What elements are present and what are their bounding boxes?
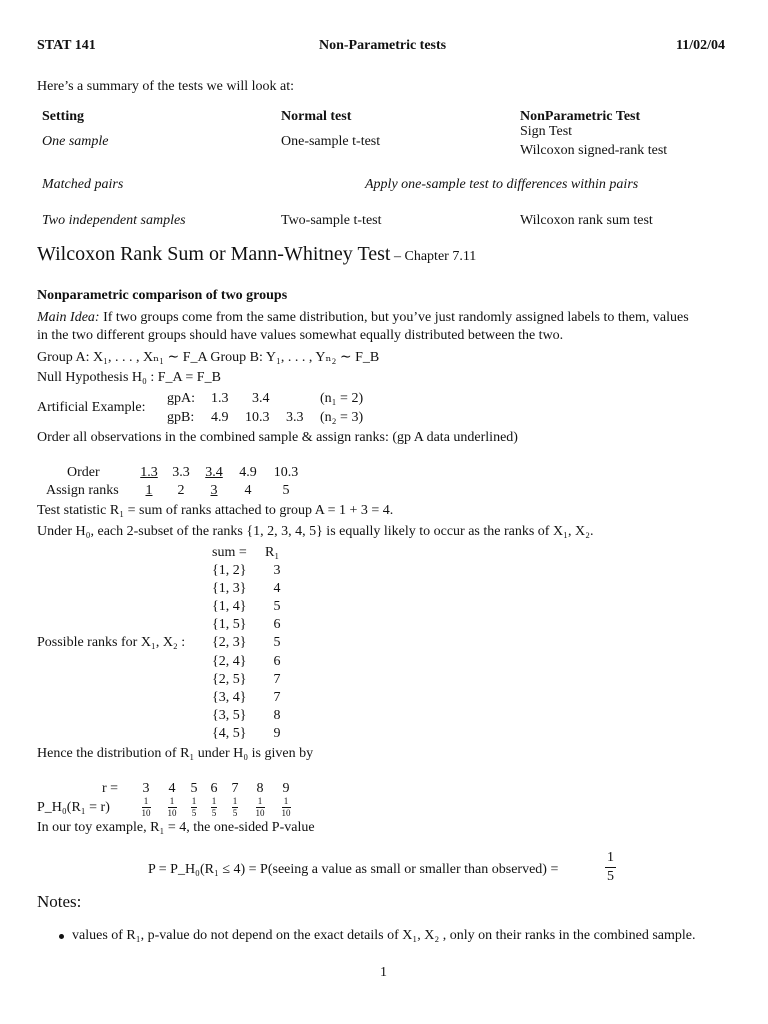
subset-set: {3, 5} — [212, 707, 247, 723]
order-value: 1.3 — [140, 465, 158, 480]
page-number: 1 — [380, 965, 387, 980]
subset-set: {2, 4} — [212, 653, 247, 669]
dist-r-value: 3 — [142, 781, 150, 796]
subset-header-sum: sum = — [212, 545, 247, 560]
dist-r-value: 4 — [168, 781, 176, 796]
example-gpb-value: 4.9 — [211, 410, 229, 425]
dist-p-value: $\frac{1}{10}$ — [141, 796, 151, 818]
header-date: 11/02/04 — [676, 38, 726, 53]
order-value: 3.4 — [205, 465, 223, 480]
dist-p-value: $\frac{1}{5}$ — [211, 796, 217, 818]
subheading: Nonparametric comparison of two groups — [37, 288, 288, 303]
rank-label: Assign ranks — [46, 483, 119, 498]
order-text: Order all observations in the combined sample & assign ranks: (gp A data underlined) — [37, 430, 518, 445]
order-label: Order — [67, 465, 100, 480]
pvalue-fraction — [605, 851, 616, 884]
summary-row-normal: Two-sample t-test — [281, 213, 382, 228]
toy-text: In our toy example, R₁ = 4, the one-sided P-value — [37, 820, 315, 835]
dist-p-value: $\frac{1}{10}$ — [281, 796, 291, 818]
subset-set: {4, 5} — [212, 725, 247, 741]
dist-p-value: $\frac{1}{5}$ — [232, 796, 238, 818]
subset-sum: 6 — [273, 653, 281, 669]
pvalue-lhs: P = P_H₀(R₁ ≤ 4) = P(seeing a value as small or smaller than observed) = — [148, 862, 559, 877]
note-item: values of R₁, p-value do not depend on the exact details of X₁, X₂ , only on their ranks in the combined sample. — [72, 928, 696, 943]
order-value: 10.3 — [273, 465, 299, 480]
dist-r-value: 9 — [282, 781, 290, 796]
summary-header-normal: Normal test — [281, 109, 352, 124]
subset-set: {1, 3} — [212, 581, 247, 597]
subset-set: {2, 5} — [212, 671, 247, 687]
summary-row-nonparam: Wilcoxon signed-rank test — [520, 143, 668, 158]
dist-p-value: $\frac{1}{10}$ — [167, 796, 177, 818]
example-gpa-value: 3.4 — [252, 391, 270, 406]
subset-label: Possible ranks for X₁, X₂ : — [37, 635, 186, 650]
pvalue-numerator: 1 — [605, 851, 616, 868]
subset-sum: 9 — [273, 725, 281, 741]
section-chapter: – Chapter 7.11 — [394, 249, 477, 264]
dist-r-value: 7 — [231, 781, 239, 796]
example-gpa-name: gpA: — [167, 391, 195, 406]
null-hypothesis: Null Hypothesis H₀ : F_A = F_B — [37, 370, 221, 385]
groups-line: Group A: X₁, . . . , Xₙ₁ ∼ F_A Group B: Y₁, . . . , Yₙ₂ ∼ F_B — [37, 350, 380, 365]
summary-row-normal: One-sample t-test — [281, 134, 381, 149]
dist-p-value: $\frac{1}{5}$ — [191, 796, 197, 818]
main-idea-text: If two groups come from the same distribution, but you’ve just randomly assigned labels to them, values — [103, 310, 689, 325]
subset-header-r1: R₁ — [265, 545, 280, 560]
subset-sum: 7 — [273, 689, 281, 705]
summary-row-setting: One sample — [42, 134, 109, 149]
pvalue-denominator: 5 — [607, 869, 614, 884]
distribution-text: Hence the distribution of R₁ under H₀ is given by — [37, 746, 314, 761]
main-idea-label: Main Idea: — [37, 310, 100, 325]
summary-row-span: Apply one-sample test to differences within pairs — [365, 177, 639, 192]
subset-set: {1, 2} — [212, 563, 247, 578]
under-h0-text: Under H₀, each 2-subset of the ranks {1, 2, 3, 4, 5} is equally likely to occur as the ranks of X₁, X₂. — [37, 524, 594, 539]
summary-header-setting: Setting — [42, 109, 84, 124]
example-gpb-value: 3.3 — [286, 410, 304, 425]
main-idea-line1 — [37, 310, 689, 326]
rank-value: 3 — [210, 483, 218, 498]
bullet-icon — [59, 934, 64, 939]
example-gpb-value: 10.3 — [245, 410, 270, 425]
dist-p-value: $\frac{1}{10}$ — [255, 796, 265, 818]
subset-sum: 6 — [273, 617, 281, 633]
notes-title: Notes: — [37, 892, 82, 911]
rank-value: 1 — [145, 483, 153, 498]
example-gpb-n: (n₂ = 3) — [320, 410, 364, 425]
order-value: 4.9 — [239, 465, 257, 480]
example-gpa-value: 1.3 — [211, 391, 229, 406]
subset-set: {3, 4} — [212, 689, 247, 705]
summary-header-nonparam: NonParametric Test — [520, 109, 641, 124]
summary-row-setting: Matched pairs — [42, 177, 124, 192]
subset-sum: 4 — [273, 581, 281, 597]
summary-row-setting: Two independent samples — [42, 213, 186, 228]
subset-set: {1, 4} — [212, 599, 247, 615]
subset-sum: 3 — [273, 563, 281, 578]
summary-row-nonparam: Sign Test — [520, 124, 573, 139]
subset-sum: 5 — [273, 635, 281, 651]
subset-set: {2, 3} — [212, 635, 247, 651]
summary-row-nonparam: Wilcoxon rank sum test — [520, 213, 653, 228]
subset-sum: 7 — [273, 671, 281, 687]
subset-set: {1, 5} — [212, 617, 247, 633]
test-statistic: Test statistic R₁ = sum of ranks attached to group A = 1 + 3 = 4. — [37, 503, 394, 518]
section-heading — [37, 243, 476, 266]
order-value: 3.3 — [172, 465, 190, 480]
rank-value: 2 — [177, 483, 185, 498]
subset-sum: 8 — [273, 707, 281, 723]
example-gpb-name: gpB: — [167, 410, 195, 425]
header-course: STAT 141 — [37, 38, 96, 53]
dist-r-value: 8 — [256, 781, 264, 796]
intro-text: Here’s a summary of the tests we will look at: — [37, 79, 294, 94]
rank-value: 5 — [282, 483, 290, 498]
header-title: Non-Parametric tests — [319, 38, 447, 53]
dist-r-value: 6 — [210, 781, 218, 796]
main-idea-line2: in the two different groups should have values somewhat equally distributed between the two. — [37, 328, 564, 343]
dist-r-value: 5 — [190, 781, 198, 796]
dist-p-label: P_H₀(R₁ = r) — [37, 800, 110, 815]
example-gpa-n: (n₁ = 2) — [320, 391, 364, 406]
dist-r-label: r = — [102, 781, 119, 796]
example-label: Artificial Example: — [37, 400, 146, 415]
rank-value: 4 — [244, 483, 252, 498]
section-title: Wilcoxon Rank Sum or Mann-Whitney Test — [37, 243, 391, 265]
subset-sum: 5 — [273, 599, 281, 615]
